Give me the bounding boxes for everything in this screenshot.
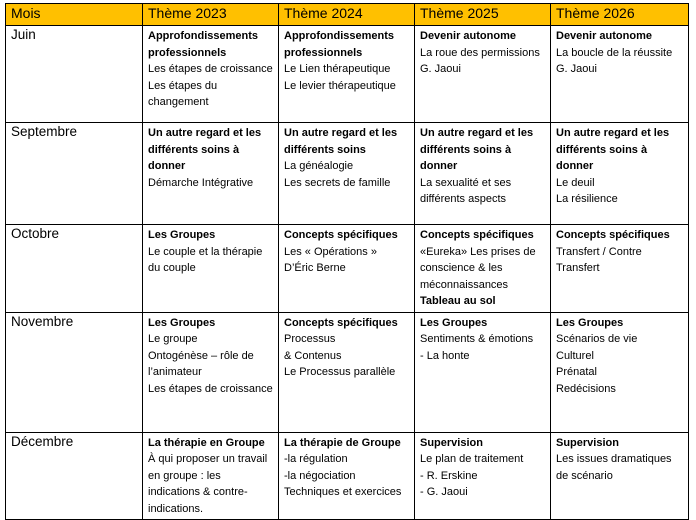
theme-title: Concepts spécifiques [284,229,398,241]
theme-line: Les étapes du changement [148,79,218,108]
table-row [6,432,689,520]
theme-line: Le levier thérapeutique [284,79,396,92]
theme-line: G. Jaoui [556,63,597,75]
theme-line: À qui proposer un travail en groupe : les indications & contre-indications. [148,453,268,515]
theme-cell-2024 [279,26,415,123]
theme-line: -la régulation [284,453,348,465]
theme-line: Redécisions [556,382,616,395]
table-row [6,123,689,225]
theme-line: Sentiments & émotions [420,333,534,345]
theme-cell-2025 [415,432,551,520]
theme-line: La roue des permissions [420,46,540,59]
theme-cell-2023 [143,26,279,123]
theme-cell-2023 [143,432,279,520]
theme-line: -la négociation [284,469,356,482]
theme-title: Supervision [556,436,619,449]
theme-line: «Eureka» Les prises de conscience & les méconnaissances [420,245,536,291]
theme-title: Un autre regard et les différents soins à donner [148,127,262,172]
theme-line: - G. Jaoui [420,486,468,498]
theme-title: Un autre regard et les différents soins à donner [420,127,534,172]
theme-title: La thérapie en Groupe [148,436,265,449]
header-2025: Thème 2025 [415,4,551,26]
theme-title: Approfondissements professionnels [284,30,395,59]
theme-cell-2025 [415,225,551,313]
table-row [6,225,689,313]
theme-cell-2026 [551,225,689,313]
program-table [5,3,689,520]
theme-title: La thérapie de Groupe [284,436,401,449]
table-row [6,312,689,432]
table-row [6,26,689,123]
theme-line: Le Processus parallèle [284,366,396,378]
theme-line: Le plan de traitement [420,453,524,465]
theme-title: Concepts spécifiques [556,229,670,241]
month-cell: Octobre [6,225,143,313]
theme-line: Prénatal [556,366,597,378]
theme-title: Concepts spécifiques [420,229,534,241]
theme-cell-2026 [551,26,689,123]
theme-title: Un autre regard et les différents soins [284,127,398,156]
theme-title: Devenir autonome [420,30,516,42]
theme-line: Le couple et la thérapie du couple [148,245,263,274]
theme-line: Le groupe [148,333,198,345]
theme-line: Transfert / Contre Transfert [556,245,642,274]
theme-line: Les issues dramatiques de scénario [556,453,672,482]
theme-cell-2024 [279,432,415,520]
theme-line-bold: Tableau au sol [420,295,496,307]
theme-title: Un autre regard et les différents soins à donner [556,127,670,172]
theme-line: La boucle de la réussite [556,46,673,59]
header-2023: Thème 2023 [143,4,279,26]
theme-line: G. Jaoui [420,63,461,75]
theme-line: - La honte [420,349,470,362]
theme-title: Approfondissements professionnels [148,30,259,59]
theme-line: & Contenus [284,349,342,362]
theme-title: Devenir autonome [556,30,652,42]
month-cell: Septembre [6,123,143,225]
theme-line: Les secrets de famille [284,176,391,189]
theme-line: Le deuil [556,176,595,189]
theme-line: Techniques et exercices [284,486,402,498]
theme-cell-2026 [551,123,689,225]
theme-cell-2024 [279,312,415,432]
theme-cell-2025 [415,123,551,225]
theme-title: Supervision [420,436,483,449]
theme-cell-2025 [415,26,551,123]
header-2026: Thème 2026 [551,4,689,26]
theme-title: Les Groupes [556,316,624,329]
theme-line: Les étapes de croissance [148,63,273,75]
theme-title: Les Groupes [148,316,216,329]
month-cell: Décembre [6,432,143,520]
header-row [6,4,689,26]
theme-line: La sexualité et ses différents aspects [420,176,512,205]
theme-title: Concepts spécifiques [284,316,398,329]
theme-line: Les étapes de croissance [148,382,273,395]
month-cell: Juin [6,26,143,123]
theme-line: La résilience [556,193,618,205]
theme-cell-2024 [279,225,415,313]
theme-line: - R. Erskine [420,469,478,482]
theme-line: Démarche Intégrative [148,176,254,189]
theme-cell-2023 [143,123,279,225]
theme-line: Les « Opérations » D’Éric Berne [284,245,377,274]
theme-cell-2024 [279,123,415,225]
theme-cell-2023 [143,225,279,313]
theme-line: Processus [284,333,336,345]
theme-line: Culturel [556,349,594,362]
theme-title: Les Groupes [420,316,488,329]
theme-line: Scénarios de vie [556,333,638,345]
theme-cell-2023 [143,312,279,432]
theme-line: La généalogie [284,160,354,172]
header-2024: Thème 2024 [279,4,415,26]
theme-line: Ontogénèse – rôle de l’animateur [148,349,254,378]
header-month: Mois [6,4,143,26]
theme-cell-2026 [551,312,689,432]
month-cell: Novembre [6,312,143,432]
theme-line: Le Lien thérapeutique [284,63,391,75]
theme-cell-2025 [415,312,551,432]
theme-cell-2026 [551,432,689,520]
theme-title: Les Groupes [148,229,216,241]
